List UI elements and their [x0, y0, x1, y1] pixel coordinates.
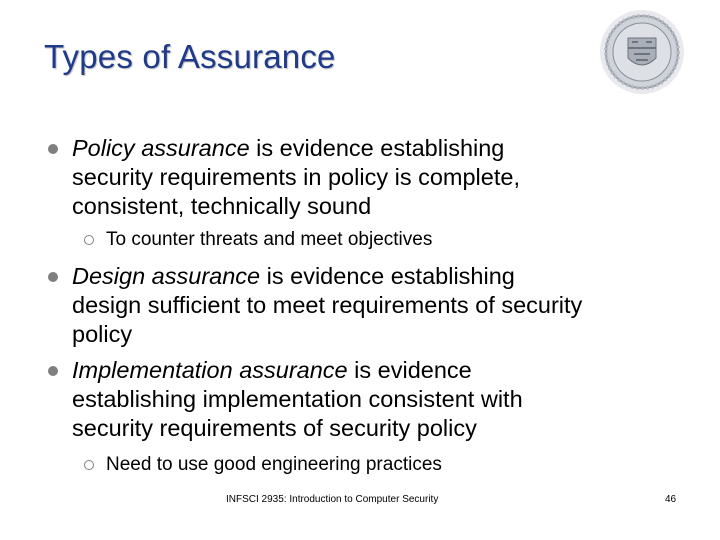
slide-title: Types of Assurance [44, 38, 336, 75]
bullet-text-line: is evidence [347, 357, 472, 383]
bullet-dot [48, 366, 58, 376]
footer-course-title: INFSCI 2935: Introduction to Computer Security [226, 494, 439, 505]
sub-bullet-text: To counter threats and meet objectives [106, 229, 433, 250]
footer-page-number: 46 [665, 494, 677, 505]
bullet-lead: Policy assurance [72, 135, 250, 161]
bullet-text-line: security requirements of security policy [72, 415, 477, 441]
sub-bullet-dot [84, 460, 94, 470]
bullet-lead: Design assurance [72, 263, 261, 289]
university-seal-icon [598, 8, 686, 96]
bullet-text [72, 356, 702, 443]
bullet-text-line: is evidence establishing [249, 135, 505, 161]
bullet-dot [48, 144, 58, 154]
bullet-text-line: is evidence establishing [260, 263, 515, 289]
bullet-text [72, 262, 702, 349]
bullet-dot [48, 272, 58, 282]
bullet-lead: Implementation assurance [72, 357, 348, 383]
bullet-text-line: design sufficient to meet requirements of security [72, 292, 583, 318]
bullet-text-line: security requirements in policy is complete, [72, 164, 520, 190]
sub-bullet-dot [84, 235, 94, 245]
bullet-text-line: consistent, technically sound [72, 193, 372, 219]
bullet-text [72, 134, 702, 221]
bullet-text-line: policy [72, 321, 133, 347]
sub-bullet-text: Need to use good engineering practices [106, 454, 442, 475]
bullet-text-line: establishing implementation consistent with [72, 386, 523, 412]
